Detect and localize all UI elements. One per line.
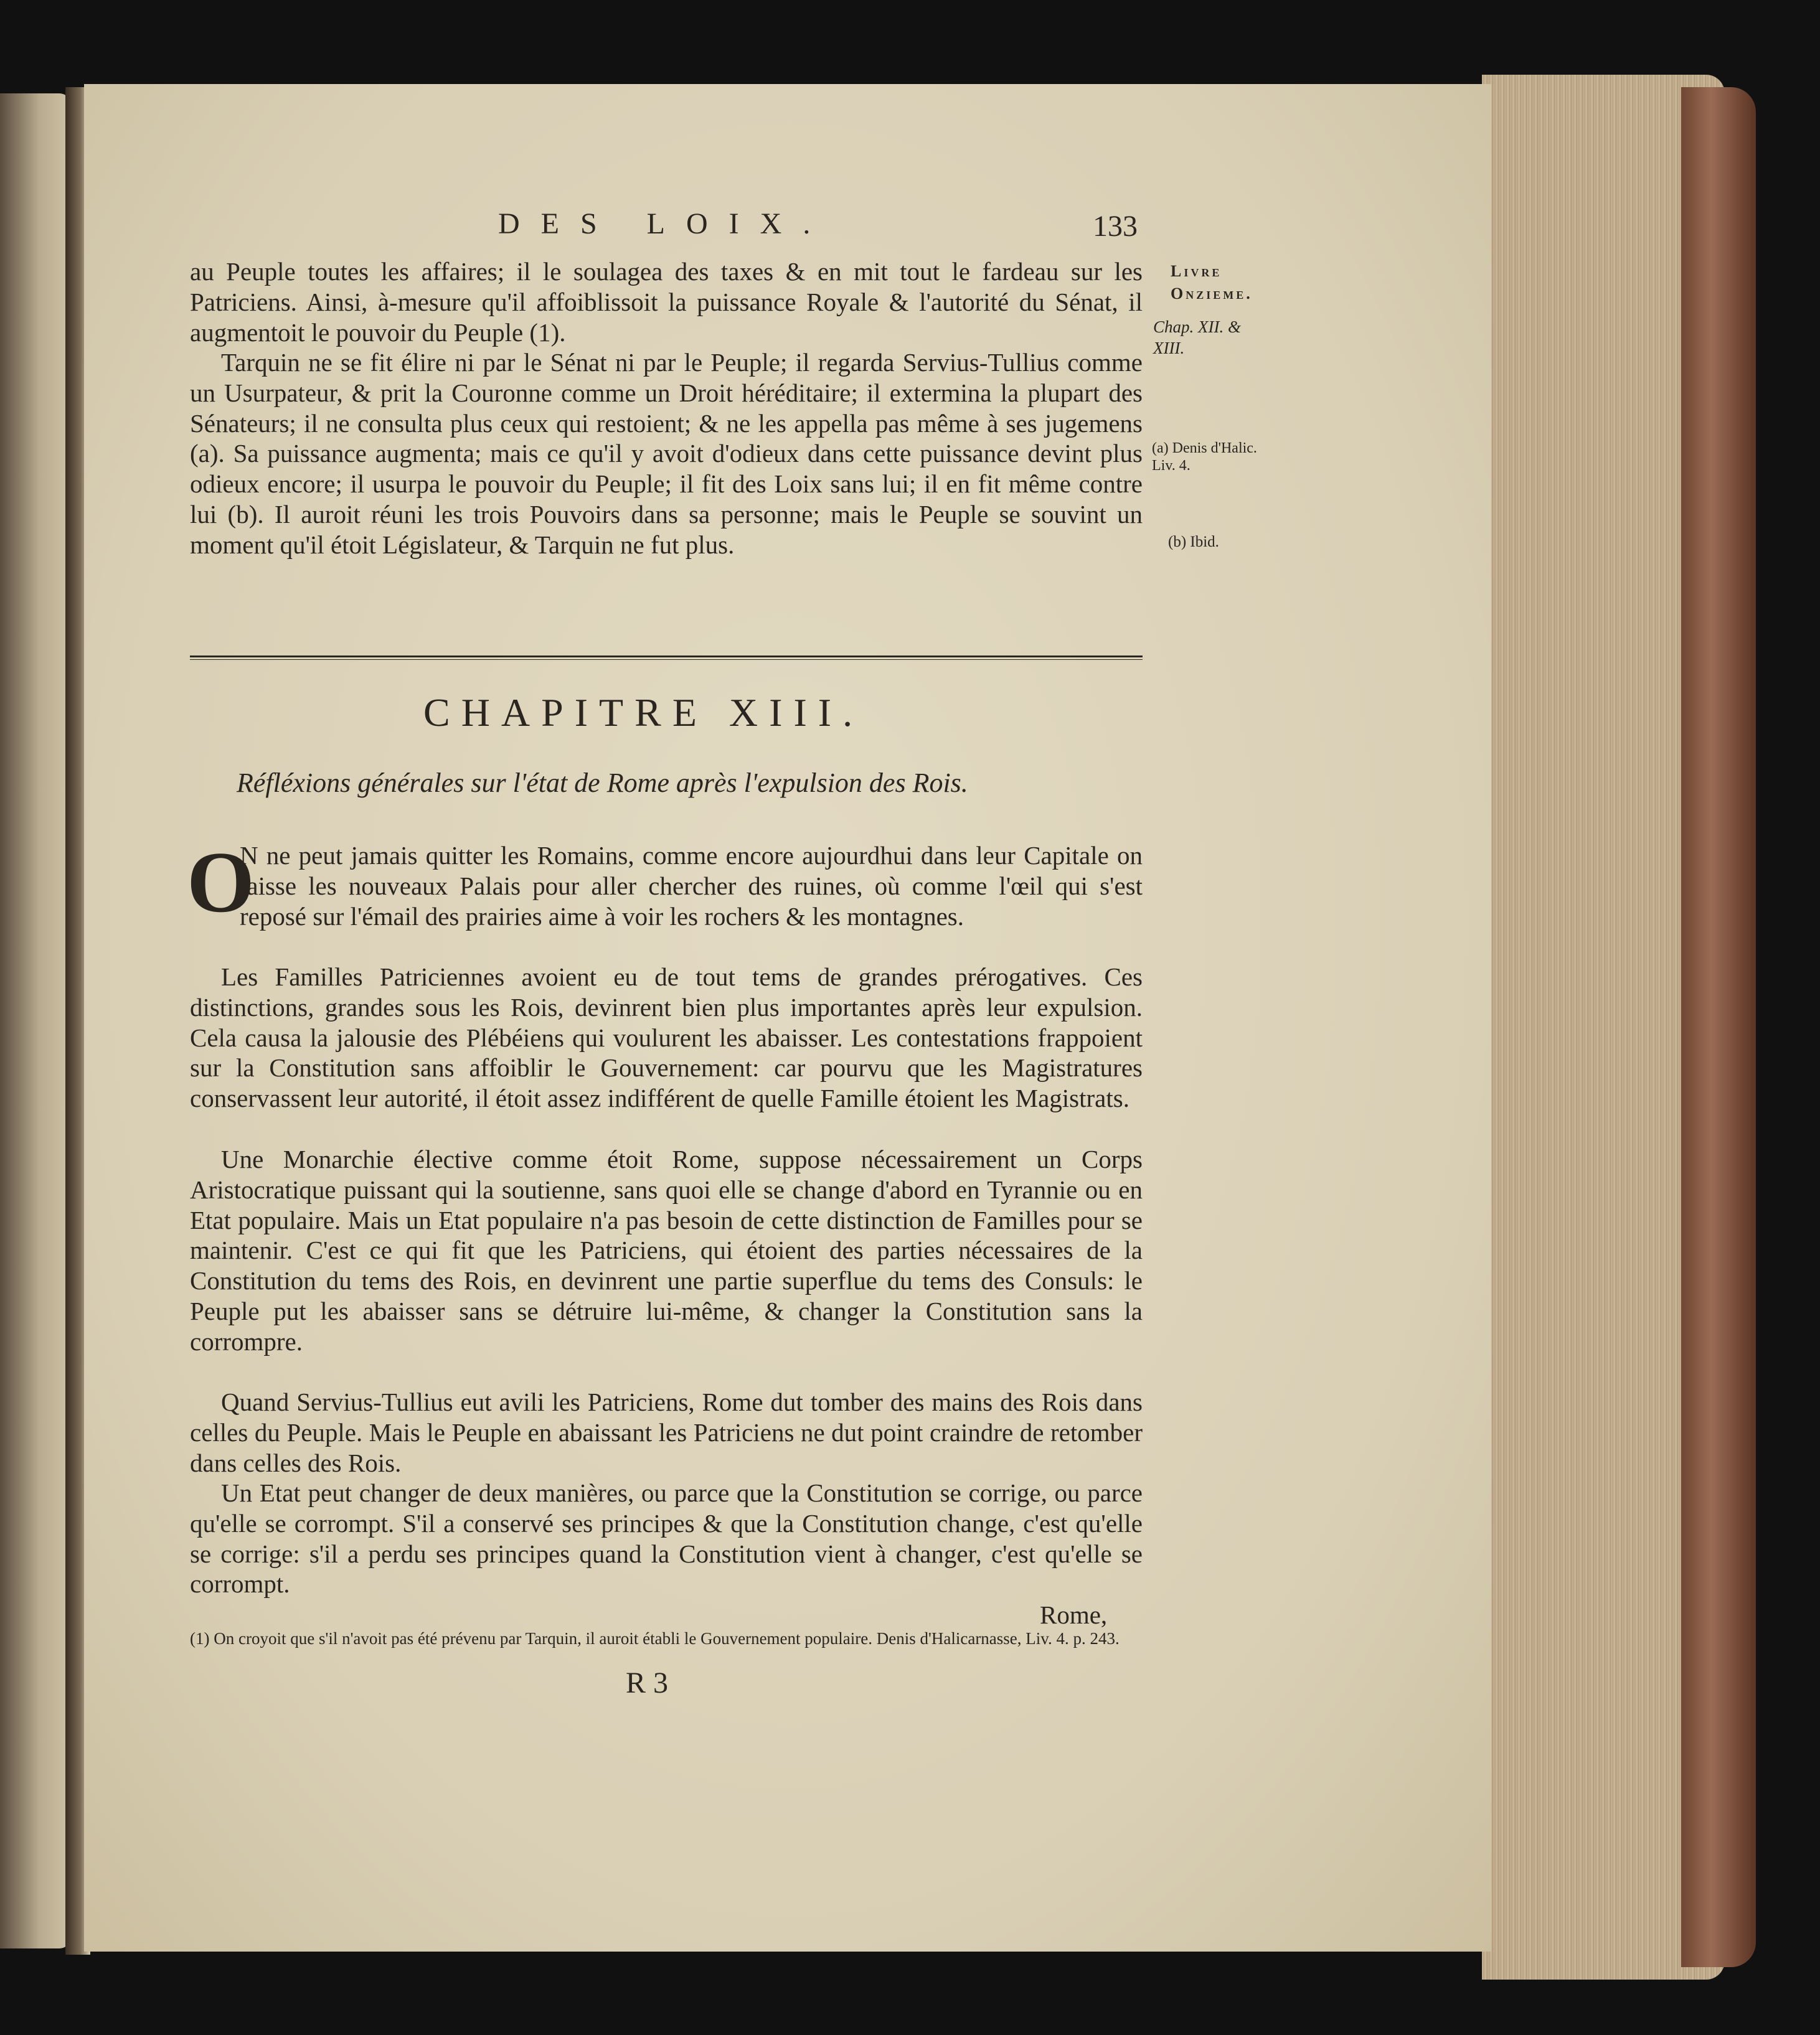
- chapter-rule: [190, 656, 1143, 657]
- signature-mark: R 3: [626, 1666, 669, 1699]
- catchword: Rome,: [1040, 1600, 1108, 1629]
- chapter-rule-thin: [190, 659, 1143, 660]
- facing-page-edge: [0, 93, 72, 1948]
- page-number: 133: [1093, 210, 1138, 243]
- paragraph-5: Une Monarchie élective comme étoit Rome, suppose nécessairement un Corps Aristocratique puissant qui la soutienne, sans quoi elle se change d'abord en Tyrannie ou en Etat populaire. Mais un Etat populaire n'a pas besoin de cette distinction de Familles pour se maintenir. C'est ce qui fit que les Patriciens, qui étoient des parties nécessaires de la Constitution du tems des Rois, en devinrent une partie superflue du tems des Consuls: le Peuple put les abaisser sans se détruire lui-même, & changer la Constitution sans la corrompre.: [190, 1145, 1143, 1356]
- paragraph-2: Tarquin ne se fit élire ni par le Sénat ni par le Peuple; il regarda Servius-Tullius comme un Usurpateur, & prit la Couronne comme un Droit héréditaire; il extermina la plupart des Sénateurs; il ne consulta plus ceux qui restoient; & ne les appella pas même à ses jugemens (a). Sa puissance augmenta; mais ce qu'il y avoit d'odieux dans cette puissance devint plus odieux encore; il usurpa le pouvoir du Peuple; il fit des Loix sans lui; il en fit même contre lui (b). Il auroit réuni les trois Pouvoirs dans sa personne; mais le Peuple se souvint un moment qu'il étoit Législateur, & Tarquin ne fut plus.: [190, 348, 1143, 559]
- chapter-title: CHAPITRE XIII.: [423, 690, 864, 735]
- chapter-subtitle: Réfléxions générales sur l'état de Rome après l'expulsion des Rois.: [237, 768, 968, 798]
- paragraph-7: Un Etat peut changer de deux manières, ou parce que la Constitution se corrige, ou parce qu'elle se corrompt. S'il a conservé ses principes & que la Constitution change, c'est qu'elle se corrige: s'il a perdu ses principes quand la Constitution vient à changer, c'est qu'elle se corrompt.: [190, 1478, 1143, 1599]
- running-head: DES LOIX.: [498, 207, 832, 240]
- book-cover-edge: [1681, 87, 1756, 1967]
- margin-note-b: (b) Ibid.: [1168, 533, 1219, 550]
- drop-cap: O: [187, 834, 255, 931]
- margin-book-label: Livre Onzieme.: [1171, 262, 1253, 303]
- footnote: (1) On croyoit que s'il n'avoit pas été prévenu par Tarquin, il auroit établi le Gouvernement populaire. Denis d'Halicarnasse, Liv. 4. p. 243.: [190, 1629, 1120, 1648]
- paragraph-6: Quand Servius-Tullius eut avili les Patriciens, Rome dut tomber des mains des Rois dans celles du Peuple. Mais le Peuple en abaissant les Patriciens ne dut point craindre de retomber dans celles des Rois.: [190, 1388, 1143, 1477]
- paragraph-1: au Peuple toutes les affaires; il le soulagea des taxes & en mit tout le fardeau sur les Patriciens. Ainsi, à-mesure qu'il affoiblissoit la puissance Royale & l'autorité du Sénat, il augmentoit le pouvoir du Peuple (1).: [190, 257, 1143, 347]
- paragraph-4: Les Familles Patriciennes avoient eu de tout tems de grandes prérogatives. Ces distinctions, grandes sous les Rois, devinrent bien plus importantes après leur expulsion. Cela causa la jalousie des Plébéiens qui voulurent les abaisser. Les contestations frappoient sur la Constitution sans affoiblir le Gouvernement: car pourvu que les Magistratures conservassent leur autorité, il étoit assez indifférent de quelle Famille étoient les Magistrats.: [190, 962, 1143, 1113]
- paragraph-3: N ne peut jamais quitter les Romains, comme encore aujourdhui dans leur Capitale on laisse les nouveaux Palais pour aller chercher des ruines, où comme l'œil qui s'est reposé sur l'émail des prairies aime à voir les rochers & les montagnes.: [240, 841, 1143, 931]
- margin-note-a: (a) Denis d'Halic. Liv. 4.: [1152, 440, 1257, 474]
- margin-chapter-label: Chap. XII. & XIII.: [1153, 317, 1241, 357]
